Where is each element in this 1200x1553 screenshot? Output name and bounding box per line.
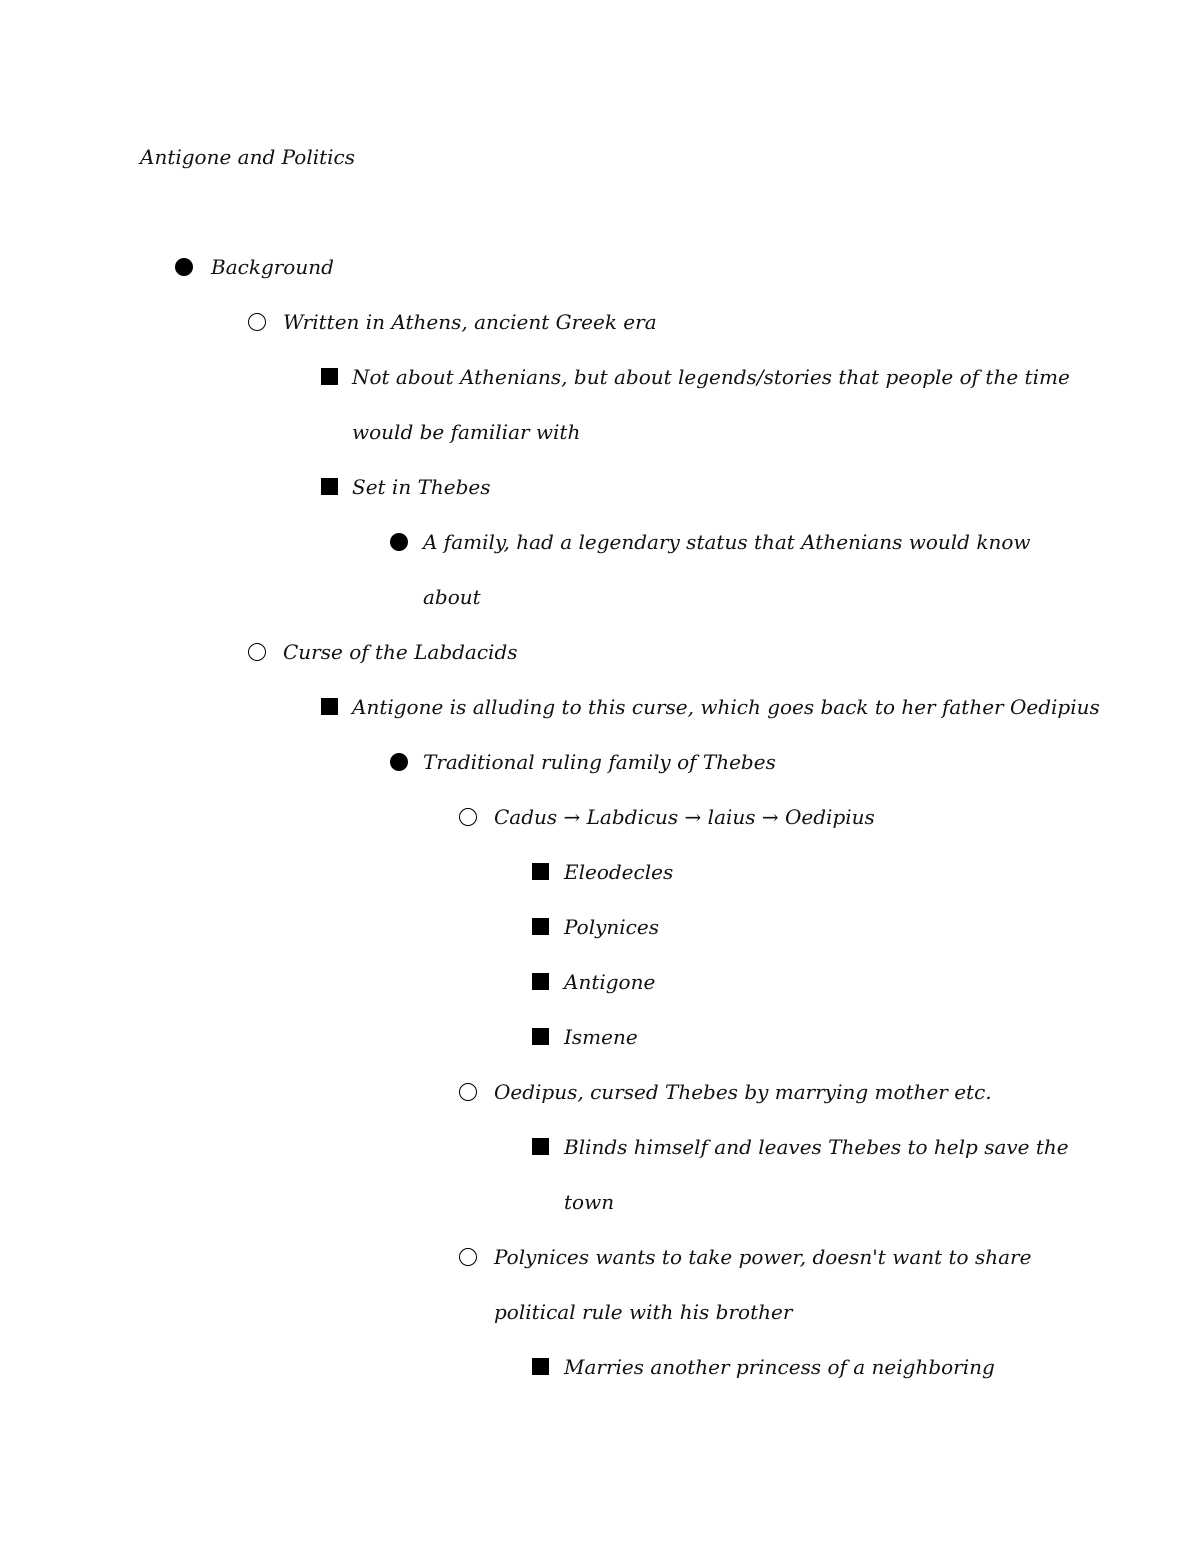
square-bullet-icon	[321, 368, 338, 385]
square-bullet-icon	[532, 1138, 549, 1155]
disc-bullet-icon	[390, 753, 408, 771]
outline-item-text: Blinds himself and leaves Thebes to help save the	[564, 1135, 1069, 1159]
square-bullet-icon	[532, 973, 549, 990]
circle-bullet-icon	[248, 313, 266, 331]
outline-item-text: Antigone	[564, 970, 656, 994]
outline-item-text: Polynices wants to take power, doesn't want to share	[494, 1245, 1032, 1269]
square-bullet-icon	[321, 478, 338, 495]
square-bullet-icon	[532, 863, 549, 880]
square-bullet-icon	[321, 698, 338, 715]
outline-item-text: Marries another princess of a neighboring	[564, 1355, 995, 1379]
outline-item-continuation: about	[423, 585, 481, 609]
circle-bullet-icon	[459, 1083, 477, 1101]
outline-item-continuation: would be familiar with	[352, 420, 581, 444]
document-title: Antigone and Politics	[140, 145, 356, 169]
outline-item-text: Traditional ruling family of Thebes	[423, 750, 776, 774]
circle-bullet-icon	[248, 643, 266, 661]
outline-item-text: A family, had a legendary status that Athenians would know	[423, 530, 1031, 554]
circle-bullet-icon	[459, 808, 477, 826]
circle-bullet-icon	[459, 1248, 477, 1266]
outline-item-text: Polynices	[564, 915, 659, 939]
disc-bullet-icon	[390, 533, 408, 551]
outline-item-continuation: political rule with his brother	[494, 1300, 793, 1324]
square-bullet-icon	[532, 1028, 549, 1045]
outline-item-text: Curse of the Labdacids	[283, 640, 518, 664]
outline-item-text: Oedipus, cursed Thebes by marrying mother etc.	[494, 1080, 992, 1104]
square-bullet-icon	[532, 918, 549, 935]
outline-item-text: Set in Thebes	[352, 475, 491, 499]
outline-item-text: Written in Athens, ancient Greek era	[283, 310, 657, 334]
outline-item-text: Ismene	[564, 1025, 638, 1049]
disc-bullet-icon	[175, 258, 193, 276]
outline-item-text: Cadus → Labdicus → laius → Oedipius	[494, 805, 875, 829]
square-bullet-icon	[532, 1358, 549, 1375]
outline-item-text: Eleodecles	[564, 860, 674, 884]
outline-item-continuation: town	[564, 1190, 615, 1214]
outline-item-text: Not about Athenians, but about legends/stories that people of the time	[352, 365, 1070, 389]
outline-item-text: Background	[211, 255, 334, 279]
outline-item-text: Antigone is alluding to this curse, which goes back to her father Oedipius	[352, 695, 1100, 719]
